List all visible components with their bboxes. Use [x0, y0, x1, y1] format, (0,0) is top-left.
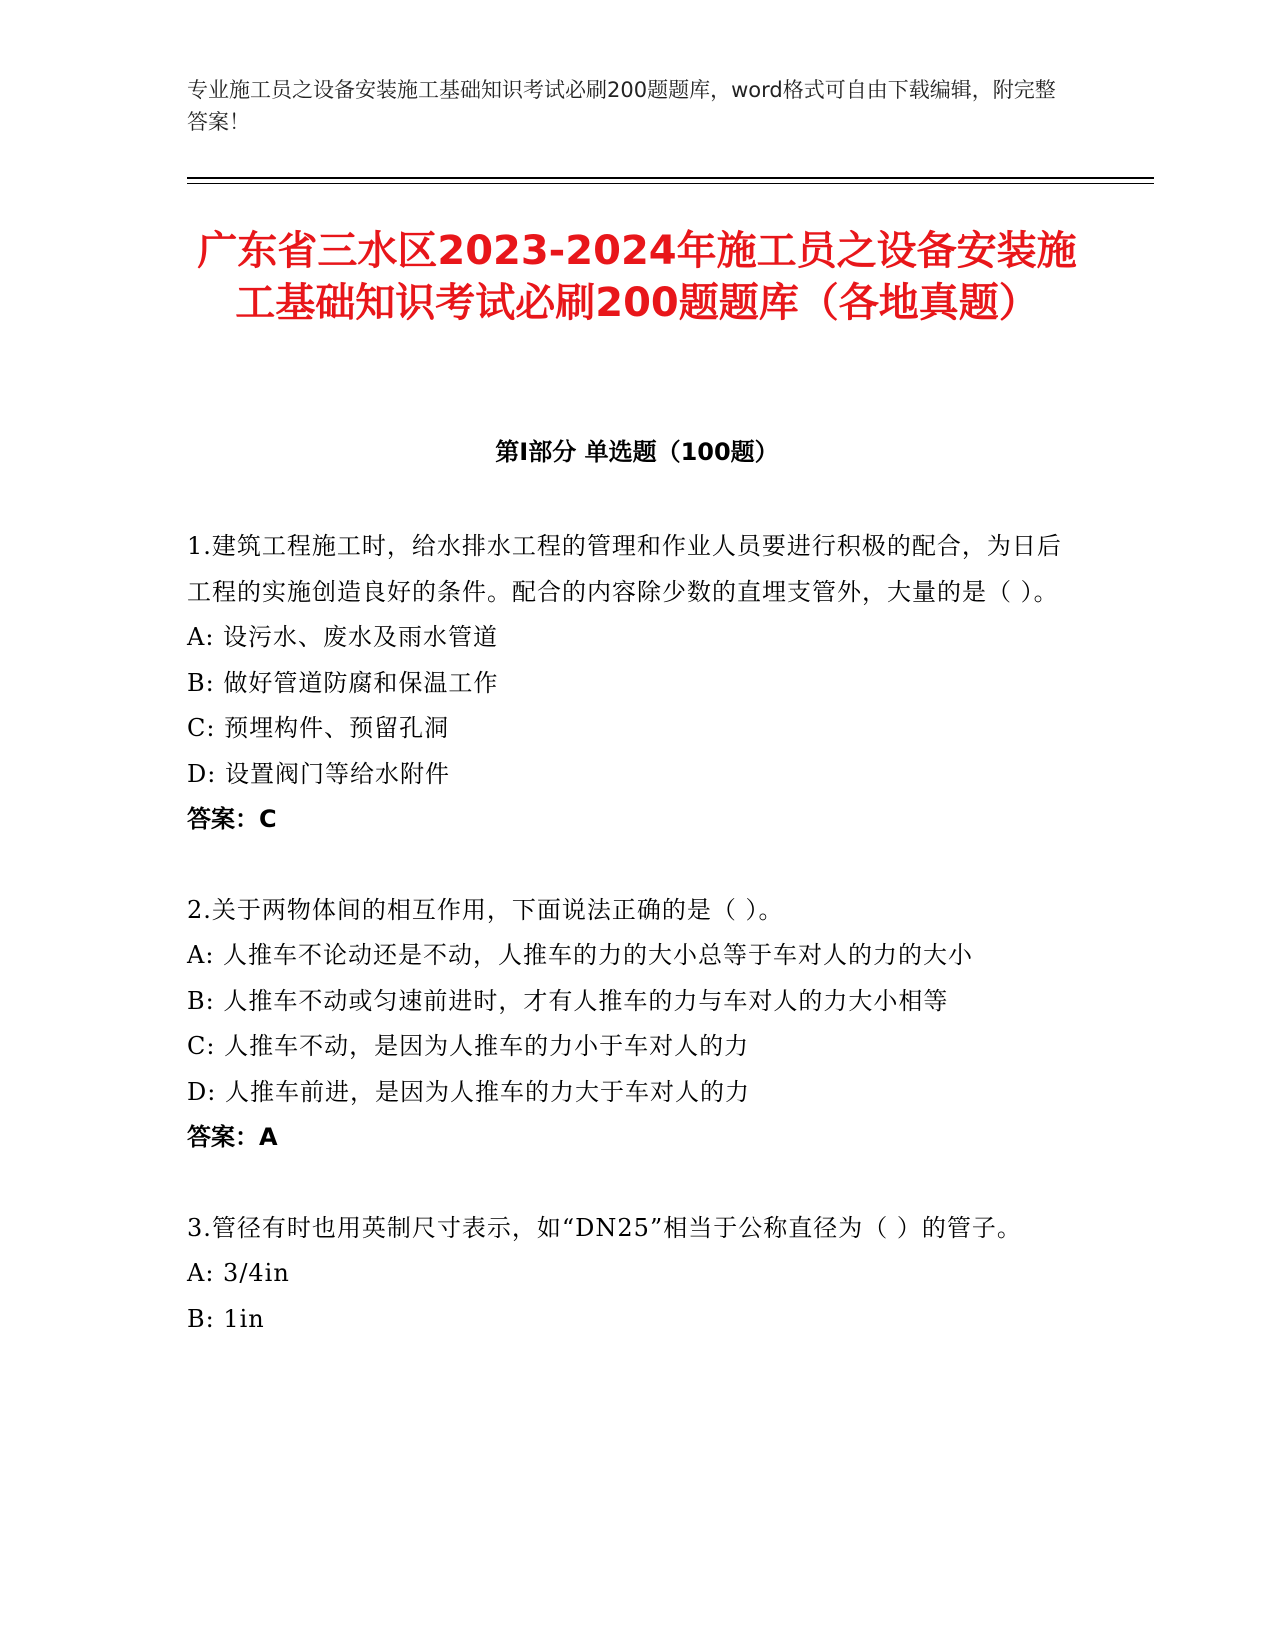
option-a: A: 3/4in	[187, 1259, 290, 1287]
option-b: B: 做好管道防腐和保温工作	[187, 668, 499, 697]
question-stem: 1.建筑工程施工时，给水排水工程的管理和作业人员要进行积极的配合，为日后工程的实施创造良好的条件。配合的内容除少数的直埋支管外，大量的是（ ）。	[187, 532, 1062, 606]
option-d: D: 人推车前进，是因为人推车的力大于车对人的力	[187, 1077, 750, 1106]
question-item	[187, 888, 1077, 1161]
option-c: C: 人推车不动，是因为人推车的力小于车对人的力	[187, 1032, 750, 1060]
option-a: A: 设污水、废水及雨水管道	[187, 623, 499, 651]
option-c: C: 预埋构件、预留孔洞	[187, 714, 450, 742]
header-divider-thick	[187, 177, 1154, 179]
option-b: B: 1in	[187, 1304, 265, 1333]
section-heading: 第Ⅰ部分 单选题（100题）	[495, 438, 779, 466]
answer: 答案：C	[187, 805, 277, 833]
option-b: B: 人推车不动或匀速前进时，才有人推车的力与车对人的力大小相等	[187, 986, 949, 1015]
question-stem: 3.管径有时也用英制尺寸表示，如“DN25”相当于公称直径为（ ）的管子。	[187, 1213, 1022, 1242]
question-stem: 2.关于两物体间的相互作用，下面说法正确的是（ ）。	[187, 895, 784, 924]
header-divider-thin	[187, 183, 1154, 184]
answer: 答案：A	[187, 1123, 278, 1151]
header-note: 专业施工员之设备安装施工基础知识考试必刷200题题库，word格式可自由下载编辑，附完整答案！	[187, 78, 1056, 134]
document-title: 广东省三水区2023-2024年施工员之设备安装施工基础知识考试必刷200题题库（各地真题）	[197, 228, 1077, 326]
option-d: D: 设置阀门等给水附件	[187, 759, 450, 788]
question-list	[187, 524, 1077, 1387]
question-item	[187, 1206, 1077, 1343]
question-item	[187, 524, 1077, 843]
option-a: A: 人推车不论动还是不动，人推车的力的大小总等于车对人的力的大小	[187, 941, 974, 969]
